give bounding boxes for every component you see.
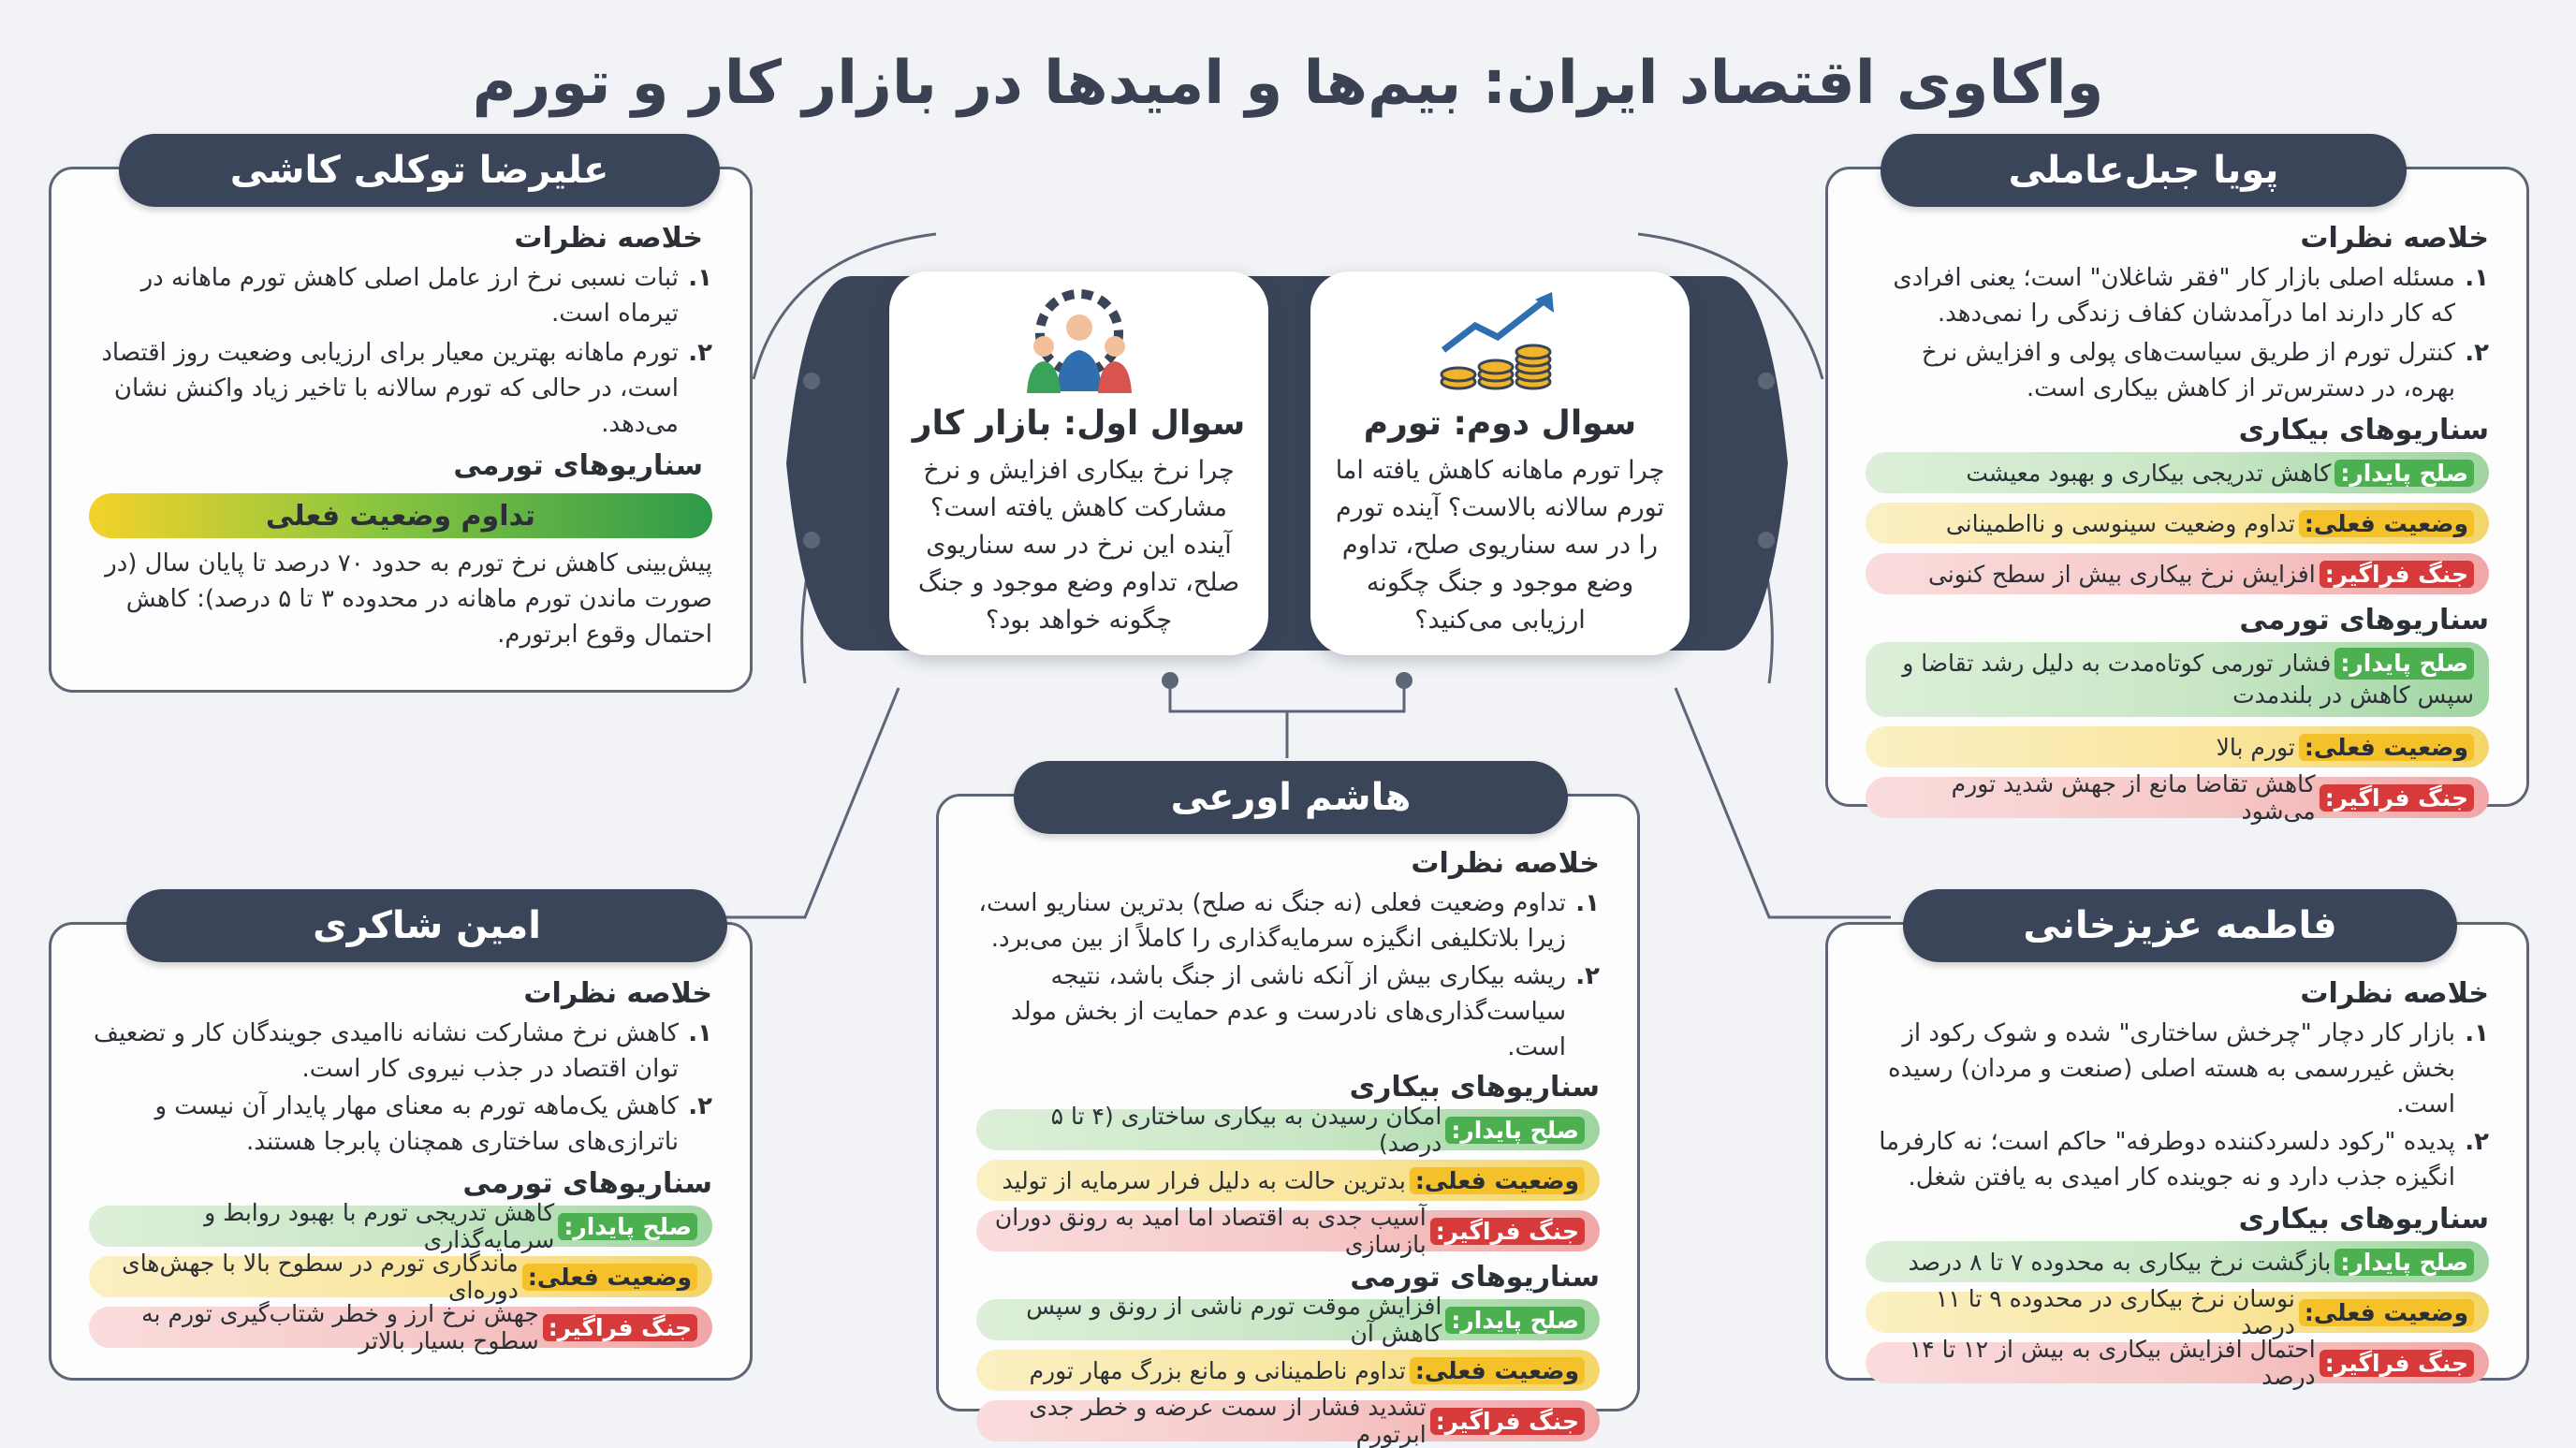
people-gear-icon	[1014, 288, 1145, 401]
list-item: ۲. پدیده "رکود دلسردکننده دوطرفه" حاکم است؛ نه کارفرما انگیزه جذب دارد و نه جوینده کار امیدی به یافتن شغل.	[1879, 1128, 2489, 1192]
question-text: چرا تورم ماهانه کاهش یافته اما تورم سالانه بالاست؟ آینده تورم را در سه سناریوی صلح، تداوم وضع موجود و جنگ چگونه ارزیابی می‌کنید؟	[1335, 456, 1665, 635]
scenario-current: وضعیت فعلی: تورم بالا	[1866, 726, 2489, 768]
summary-heading: خلاصه نظرات	[2300, 977, 2489, 1010]
scenario-current: وضعیت فعلی: تداوم ناطمینانی و مانع بزرگ مهار تورم	[976, 1350, 1600, 1391]
unemployment-scenarios-heading: سناریوهای بیکاری	[1349, 1071, 1600, 1104]
question-title: سوال اول: بازار کار	[912, 404, 1246, 443]
expert-card-oraee	[936, 776, 1640, 1448]
scenario-peace: صلح پایدار: افزایش موقت تورم ناشی از رونق و سپس کاهش آن	[976, 1299, 1600, 1340]
question-text: چرا نرخ بیکاری افزایش و نرخ مشارکت کاهش یافته است؟ آینده این نرخ در سه سناریوی صلح، تداوم وضع موجود و جنگ چگونه خواهد بود؟	[917, 456, 1240, 635]
summary-heading: خلاصه نظرات	[514, 222, 703, 255]
expert-name: امین شاکری	[126, 889, 727, 962]
unemployment-scenarios-heading: سناریوهای بیکاری	[2238, 1203, 2489, 1236]
question-title: سوال دوم: تورم	[1363, 404, 1637, 443]
connector-dot	[803, 373, 820, 389]
connector-dot	[1396, 672, 1412, 689]
scenario-peace: صلح پایدار: امکان رسیدن به بیکاری ساختاری (۴ تا ۵ درصد)	[976, 1109, 1600, 1150]
summary-list	[1866, 260, 2489, 406]
scenario-peace: صلح پایدار:فشار تورمی کوتاه‌مدت به دلیل رشد تقاضا و سپس کاهش در بلندمدت	[1866, 642, 2489, 717]
summary-heading: خلاصه نظرات	[2300, 222, 2489, 255]
inflation-scenarios-heading: سناریوهای تورمی	[462, 1167, 712, 1200]
coins-growth-icon	[1430, 288, 1571, 401]
summary-list	[1866, 1016, 2489, 1195]
scenario-pill: تداوم وضعیت فعلی	[89, 493, 712, 538]
expert-card-shakeri	[49, 904, 753, 1381]
scenario-current: وضعیت فعلی: نوسان نرخ بیکاری در محدوده ۹ تا ۱۱ درصد	[1866, 1292, 2489, 1333]
connector-dot	[1162, 672, 1178, 689]
scenario-war: جنگ فراگیر: کاهش تقاضا مانع از جهش شدید تورم می‌شود	[1866, 777, 2489, 818]
inflation-scenarios-heading: سناریوهای تورمی	[2239, 604, 2489, 636]
scenario-war: جنگ فراگیر: تشدید فشار از سمت عرضه و خطر جدی ابرتورم	[976, 1400, 1600, 1441]
scenario-current: وضعیت فعلی: بدترین حالت به دلیل فرار سرمایه از تولید	[976, 1160, 1600, 1201]
inflation-scenarios-heading: سناریوهای تورمی	[453, 449, 703, 482]
scenario-peace: صلح پایدار: بازگشت نرخ بیکاری به محدوده ۷ تا ۸ درصد	[1866, 1241, 2489, 1282]
question-card-inflation	[1310, 271, 1690, 655]
list-item: ۱. بازار کار دچار "چرخش ساختاری" شده و شوک رکود از بخش غیررسمی به هسته اصلی (صنعت و مردان) رسیده است.	[1887, 1019, 2489, 1119]
list-item: ۲. تورم ماهانه بهترین معیار برای ارزیابی وضعیت روز اقتصاد است، در حالی که تورم سالانه با تاخیر زیاد واکنش نشان می‌دهد.	[101, 339, 712, 438]
scenario-war: جنگ فراگیر: آسیب جدی به اقتصاد اما امید به رونق دوران بازسازی	[976, 1210, 1600, 1251]
connector-dot	[1758, 532, 1775, 548]
list-item: ۲. ریشه بیکاری بیش از آنکه ناشی از جنگ باشد، نتیجه سیاست‌گذاری‌های نادرست و عدم حمایت از بخش مولد است.	[1011, 962, 1600, 1061]
list-item: ۱. مسئله اصلی بازار کار "فقر شاغلان" است؛ یعنی افرادی که کار دارند اما درآمدشان کفاف زندگی را نمی‌دهد.	[1893, 264, 2489, 328]
summary-list	[976, 885, 1600, 1065]
connector-dot	[1758, 373, 1775, 389]
expert-name: علیرضا توکلی کاشی	[119, 134, 720, 207]
inflation-scenarios-heading: سناریوهای تورمی	[1350, 1261, 1600, 1294]
scenario-current: وضعیت فعلی: ماندگاری تورم در سطوح بالا با جهش‌های دوره‌ای	[89, 1256, 712, 1297]
forecast-text: پیش‌بینی کاهش نرخ تورم به حدود ۷۰ درصد تا پایان سال (در صورت ماندن تورم ماهانه در محدوده ۳ تا ۵ درصد): کاهش احتمال وقوع ابرتورم.	[105, 549, 712, 649]
scenario-war: جنگ فراگیر: افزایش نرخ بیکاری بیش از سطح کنونی	[1866, 553, 2489, 594]
question-card-labor	[889, 271, 1268, 655]
scenario-peace: صلح پایدار: کاهش تدریجی تورم با بهبود روابط و سرمایه‌گذاری	[89, 1206, 712, 1247]
list-item: ۱. کاهش نرخ مشارکت نشانه ناامیدی جویندگان کار و تضعیف توان اقتصاد در جذب نیروی کار است.	[94, 1019, 712, 1083]
expert-name: پویا جبل‌عاملی	[1881, 134, 2407, 207]
expert-card-tavakoli	[49, 149, 753, 693]
connector-dot	[803, 532, 820, 548]
expert-card-jabal	[1825, 149, 2529, 825]
list-item: ۱. تداوم وضعیت فعلی (نه جنگ نه صلح) بدترین سناریو است، زیرا بلاتکلیفی انگیزه سرمایه‌گذاری را کاملاً از بین می‌برد.	[978, 889, 1600, 953]
expert-card-azizkhani	[1825, 904, 2529, 1390]
expert-name: هاشم اورعی	[1014, 761, 1568, 834]
summary-list	[89, 1016, 712, 1160]
scenario-war: جنگ فراگیر: جهش نرخ ارز و خطر شتاب‌گیری تورم به سطوح بسیار بالاتر	[89, 1307, 712, 1348]
list-item: ۲. کاهش یک‌ماهه تورم به معنای مهار پایدار آن نیست و ناترازی‌های ساختاری همچنان پابرجا هستند.	[154, 1092, 712, 1156]
summary-heading: خلاصه نظرات	[1411, 847, 1600, 880]
unemployment-scenarios-heading: سناریوهای بیکاری	[2238, 414, 2489, 446]
scenario-peace: صلح پایدار: کاهش تدریجی بیکاری و بهبود معیشت	[1866, 452, 2489, 493]
page-title: واکاوی اقتصاد ایران: بیم‌ها و امیدها در بازار کار و تورم	[472, 49, 2104, 118]
scenario-current: وضعیت فعلی: تداوم وضعیت سینوسی و نااطمینانی	[1866, 503, 2489, 544]
summary-heading: خلاصه نظرات	[523, 977, 712, 1010]
summary-list	[89, 260, 712, 442]
expert-name: فاطمه عزیزخانی	[1903, 889, 2457, 962]
list-item: ۲. کنترل تورم از طریق سیاست‌های پولی و افزایش نرخ بهره، در دسترس‌تر از کاهش بیکاری است.	[1921, 339, 2489, 402]
list-item: ۱. ثبات نسبی نرخ ارز عامل اصلی کاهش تورم ماهانه در تیرماه است.	[140, 264, 712, 328]
scenario-war: جنگ فراگیر: احتمال افزایش بیکاری به بیش از ۱۲ تا ۱۴ درصد	[1866, 1342, 2489, 1383]
